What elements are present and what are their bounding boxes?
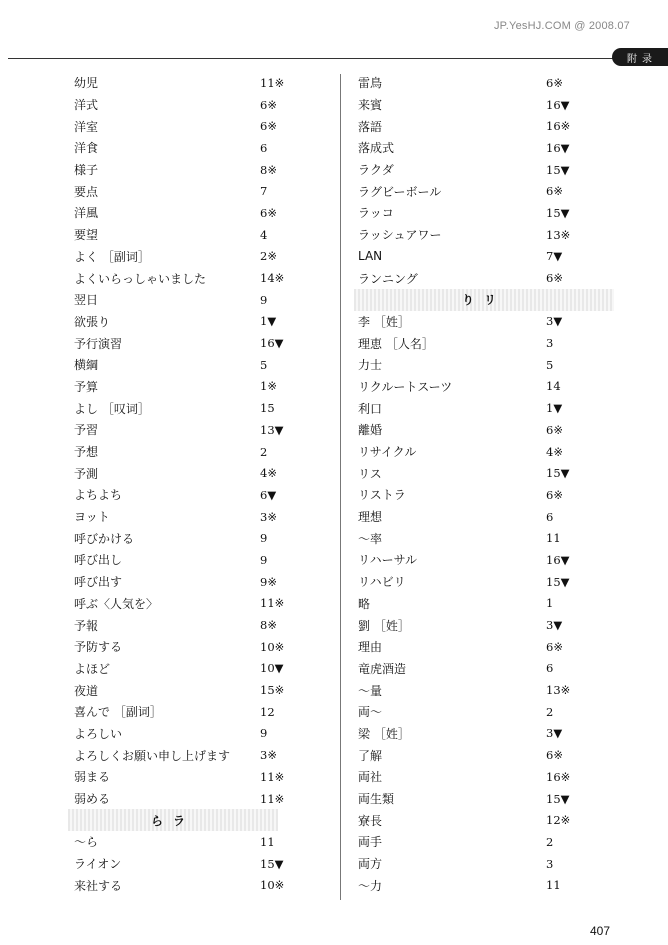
entry-lesson-number: 6 xyxy=(260,140,268,155)
entry-term: よほど xyxy=(74,661,111,676)
left-column xyxy=(74,72,302,896)
entry-lesson-number: 6※ xyxy=(546,639,563,654)
entry-lesson-number: 11 xyxy=(260,834,275,849)
index-entry xyxy=(74,744,302,766)
index-entry xyxy=(358,809,580,831)
entry-term: 呼びかける xyxy=(74,531,135,546)
index-entry xyxy=(358,571,580,593)
entry-lesson-number: 11 xyxy=(546,531,561,546)
index-entry xyxy=(358,72,580,94)
index-entry xyxy=(358,658,580,680)
entry-lesson-number: 16▼ xyxy=(546,140,570,155)
entry-term: よくいらっしゃいました xyxy=(74,271,207,286)
entry-term: ランニング xyxy=(358,271,418,286)
watermark-text: JP.YesHJ.COM @ 2008.07 xyxy=(493,20,630,32)
entry-term: 横綱 xyxy=(74,358,99,373)
entry-term: 来賓 xyxy=(358,98,383,113)
index-entry xyxy=(74,267,302,289)
entry-term: よろしい xyxy=(74,726,123,741)
entry-term: 洋室 xyxy=(74,119,99,134)
index-entry xyxy=(74,94,302,116)
entry-term: 予習 xyxy=(74,423,99,438)
header-rule xyxy=(8,58,620,59)
index-entry xyxy=(74,506,302,528)
entry-term: 予想 xyxy=(74,445,99,460)
entry-lesson-number: 6▼ xyxy=(260,487,277,502)
entry-lesson-number: 16※ xyxy=(546,119,571,134)
entry-lesson-number: 6 xyxy=(546,661,554,676)
entry-term: 呼び出す xyxy=(74,575,123,590)
entry-term: リストラ xyxy=(358,488,406,503)
entry-term: 予算 xyxy=(74,379,99,394)
entry-term: 欲張り xyxy=(74,314,111,329)
entry-lesson-number: 3 xyxy=(546,856,554,871)
entry-term: 力士 xyxy=(358,358,383,373)
entry-term: 幼児 xyxy=(74,76,99,91)
entry-lesson-number: 8※ xyxy=(260,618,277,633)
index-entry xyxy=(358,311,580,333)
entry-term: 梁 ［姓］ xyxy=(358,726,410,741)
entry-lesson-number: 7▼ xyxy=(546,249,563,264)
index-entry xyxy=(358,94,580,116)
entry-lesson-number: 15▼ xyxy=(260,856,284,871)
index-entry xyxy=(74,571,302,593)
entry-lesson-number: 14 xyxy=(546,379,561,394)
entry-term: 離婚 xyxy=(358,423,383,438)
entry-lesson-number: 4※ xyxy=(546,444,563,459)
index-entry xyxy=(74,679,302,701)
entry-term: よく ［副词］ xyxy=(74,249,150,264)
index-entry xyxy=(74,527,302,549)
entry-lesson-number: 7 xyxy=(260,184,268,199)
index-entry xyxy=(358,115,580,137)
index-entry xyxy=(74,202,302,224)
index-entry xyxy=(74,224,302,246)
index-entry xyxy=(358,246,580,268)
entry-term: 寮長 xyxy=(358,813,383,828)
index-entry xyxy=(74,115,302,137)
index-entry xyxy=(74,701,302,723)
index-entry xyxy=(358,224,580,246)
right-column xyxy=(358,72,580,896)
index-entry xyxy=(74,419,302,441)
entry-lesson-number: 15▼ xyxy=(546,791,570,806)
entry-term: 理想 xyxy=(358,510,383,525)
index-entry xyxy=(358,766,580,788)
entry-term: 来社する xyxy=(74,878,123,893)
entry-lesson-number: 2 xyxy=(546,704,554,719)
entry-lesson-number: 11 xyxy=(546,878,561,893)
entry-term: リス xyxy=(358,466,382,481)
entry-lesson-number: 15※ xyxy=(260,683,285,698)
index-entry xyxy=(74,874,302,896)
index-entry xyxy=(358,137,580,159)
index-entry xyxy=(74,658,302,680)
entry-term: 両手 xyxy=(358,835,383,850)
index-entry xyxy=(358,267,580,289)
entry-term: 洋風 xyxy=(74,206,99,221)
entry-term: ラッシュアワー xyxy=(358,228,442,243)
entry-lesson-number: 15▼ xyxy=(546,205,570,220)
entry-lesson-number: 10※ xyxy=(260,639,285,654)
index-entry xyxy=(74,766,302,788)
entry-term: 翌日 xyxy=(74,293,99,308)
entry-lesson-number: 3▼ xyxy=(546,726,563,741)
index-entry xyxy=(74,441,302,463)
index-entry xyxy=(358,484,580,506)
entry-lesson-number: 11※ xyxy=(260,769,285,784)
index-entry xyxy=(358,723,580,745)
entry-lesson-number: 9 xyxy=(260,531,268,546)
index-entry xyxy=(358,180,580,202)
index-entry xyxy=(74,484,302,506)
entry-lesson-number: 6※ xyxy=(546,184,563,199)
entry-term: ～力 xyxy=(358,878,383,893)
column-divider xyxy=(340,74,341,900)
entry-term: 夜道 xyxy=(74,683,99,698)
entry-term: 予防する xyxy=(74,640,123,655)
entry-lesson-number: 4※ xyxy=(260,466,277,481)
entry-term: ヨット xyxy=(74,510,110,525)
entry-term: 要点 xyxy=(74,184,99,199)
entry-term: 呼ぶ〈人気を〉 xyxy=(74,596,159,611)
entry-term: 落語 xyxy=(358,119,383,134)
entry-lesson-number: 13※ xyxy=(546,683,571,698)
page-number: 407 xyxy=(590,924,611,938)
entry-term: よし ［叹词］ xyxy=(74,401,150,416)
entry-term: 予行演習 xyxy=(74,336,123,351)
entry-term: 利口 xyxy=(358,401,383,416)
entry-lesson-number: 9※ xyxy=(260,574,277,589)
entry-term: ～率 xyxy=(358,531,383,546)
entry-lesson-number: 4 xyxy=(260,227,268,242)
index-entry xyxy=(358,527,580,549)
index-entry xyxy=(358,506,580,528)
index-entry xyxy=(74,72,302,94)
entry-term: 李 ［姓］ xyxy=(358,314,410,329)
entry-term: よろしくお願い申し上げます xyxy=(74,748,231,763)
appendix-tab: 附录 xyxy=(612,48,668,66)
entry-lesson-number: 6※ xyxy=(546,748,563,763)
index-entry xyxy=(358,874,580,896)
index-entry xyxy=(74,636,302,658)
entry-lesson-number: 10▼ xyxy=(260,661,284,676)
entry-lesson-number: 15 xyxy=(260,401,275,416)
entry-lesson-number: 12※ xyxy=(546,813,571,828)
entry-term: 劉 ［姓］ xyxy=(358,618,410,633)
entry-lesson-number: 1※ xyxy=(260,379,277,394)
index-entry xyxy=(74,354,302,376)
entry-lesson-number: 12 xyxy=(260,704,275,719)
index-entry xyxy=(74,831,302,853)
index-entry xyxy=(358,419,580,441)
entry-lesson-number: 8※ xyxy=(260,162,277,177)
index-entry xyxy=(358,332,580,354)
entry-lesson-number: 2 xyxy=(260,444,268,459)
entry-term: ラッコ xyxy=(358,206,394,221)
entry-lesson-number: 11※ xyxy=(260,596,285,611)
entry-term: ～ら xyxy=(74,835,99,850)
entry-lesson-number: 6※ xyxy=(260,205,277,220)
section-heading: りリ xyxy=(354,289,614,311)
entry-lesson-number: 6※ xyxy=(546,271,563,286)
entry-lesson-number: 6 xyxy=(546,509,554,524)
index-entry xyxy=(74,376,302,398)
entry-term: 様子 xyxy=(74,163,99,178)
index-entry xyxy=(74,289,302,311)
index-entry xyxy=(358,441,580,463)
entry-term: ～量 xyxy=(358,683,383,698)
entry-lesson-number: 15▼ xyxy=(546,574,570,589)
entry-lesson-number: 1 xyxy=(546,596,554,611)
entry-lesson-number: 16▼ xyxy=(546,97,570,112)
entry-lesson-number: 3※ xyxy=(260,509,277,524)
index-entry xyxy=(358,831,580,853)
entry-term: 予測 xyxy=(74,466,99,481)
entry-lesson-number: 1▼ xyxy=(546,401,563,416)
entry-term: ライオン xyxy=(74,857,122,872)
entry-lesson-number: 11※ xyxy=(260,791,285,806)
index-entry xyxy=(358,593,580,615)
index-entry xyxy=(74,853,302,875)
index-entry xyxy=(358,397,580,419)
entry-lesson-number: 2 xyxy=(546,834,554,849)
index-entry xyxy=(358,788,580,810)
entry-term: 両生類 xyxy=(358,792,395,807)
index-entry xyxy=(74,246,302,268)
entry-term: 理由 xyxy=(358,640,383,655)
index-entry xyxy=(74,462,302,484)
index-entry xyxy=(358,701,580,723)
entry-term: 洋式 xyxy=(74,98,99,113)
index-entry xyxy=(358,614,580,636)
entry-lesson-number: 9 xyxy=(260,292,268,307)
entry-term: 呼び出し xyxy=(74,553,123,568)
entry-lesson-number: 5 xyxy=(546,357,554,372)
entry-term: LAN xyxy=(358,249,383,264)
entry-lesson-number: 3 xyxy=(546,336,554,351)
entry-term: 略 xyxy=(358,596,371,611)
entry-lesson-number: 6※ xyxy=(546,75,563,90)
entry-term: 洋食 xyxy=(74,141,99,156)
index-entry xyxy=(358,679,580,701)
entry-term: リハビリ xyxy=(358,575,406,590)
index-entry xyxy=(74,137,302,159)
entry-lesson-number: 16▼ xyxy=(546,552,570,567)
entry-lesson-number: 11※ xyxy=(260,75,285,90)
entry-term: 雷鳥 xyxy=(358,76,383,91)
entry-lesson-number: 9 xyxy=(260,726,268,741)
entry-term: ラクダ xyxy=(358,163,394,178)
entry-term: 両～ xyxy=(358,705,383,720)
entry-lesson-number: 3▼ xyxy=(546,618,563,633)
index-entry xyxy=(74,723,302,745)
entry-lesson-number: 6※ xyxy=(260,97,277,112)
entry-lesson-number: 16▼ xyxy=(260,336,284,351)
index-entry xyxy=(74,614,302,636)
section-heading: らラ xyxy=(68,809,278,831)
entry-lesson-number: 1▼ xyxy=(260,314,277,329)
entry-lesson-number: 6※ xyxy=(260,119,277,134)
entry-lesson-number: 5 xyxy=(260,357,268,372)
entry-lesson-number: 2※ xyxy=(260,249,277,264)
index-entry xyxy=(74,311,302,333)
index-entry xyxy=(74,397,302,419)
entry-term: 了解 xyxy=(358,748,383,763)
entry-term: 落成式 xyxy=(358,141,395,156)
entry-term: 両方 xyxy=(358,857,383,872)
entry-term: 弱まる xyxy=(74,770,111,785)
entry-term: 両社 xyxy=(358,770,383,785)
index-entry xyxy=(74,180,302,202)
entry-lesson-number: 3※ xyxy=(260,748,277,763)
entry-lesson-number: 6※ xyxy=(546,487,563,502)
entry-lesson-number: 3▼ xyxy=(546,314,563,329)
entry-term: ラグビーボール xyxy=(358,184,442,199)
entry-lesson-number: 9 xyxy=(260,552,268,567)
entry-lesson-number: 13※ xyxy=(546,227,571,242)
entry-lesson-number: 14※ xyxy=(260,271,285,286)
entry-lesson-number: 13▼ xyxy=(260,422,284,437)
index-entry xyxy=(358,159,580,181)
index-entry xyxy=(358,636,580,658)
index-entry xyxy=(358,354,580,376)
entry-term: 予報 xyxy=(74,618,99,633)
entry-lesson-number: 16※ xyxy=(546,769,571,784)
index-entry xyxy=(358,744,580,766)
entry-term: リクルートスーツ xyxy=(358,379,453,394)
entry-term: リサイクル xyxy=(358,445,417,460)
index-entry xyxy=(74,332,302,354)
index-entry xyxy=(74,593,302,615)
entry-lesson-number: 15▼ xyxy=(546,466,570,481)
entry-term: 要望 xyxy=(74,228,99,243)
index-entry xyxy=(358,853,580,875)
entry-lesson-number: 15▼ xyxy=(546,162,570,177)
entry-lesson-number: 10※ xyxy=(260,878,285,893)
index-entry xyxy=(74,788,302,810)
entry-term: リハーサル xyxy=(358,553,418,568)
entry-lesson-number: 6※ xyxy=(546,422,563,437)
entry-term: 弱める xyxy=(74,792,111,807)
index-entry xyxy=(358,462,580,484)
index-entry xyxy=(358,549,580,571)
index-entry xyxy=(358,202,580,224)
index-entry xyxy=(74,159,302,181)
index-entry xyxy=(74,549,302,571)
entry-term: 理恵 ［人名］ xyxy=(358,336,434,351)
entry-term: 竜虎酒造 xyxy=(358,661,407,676)
index-entry xyxy=(358,376,580,398)
entry-term: 喜んで ［副词］ xyxy=(74,705,162,720)
entry-term: よちよち xyxy=(74,488,123,503)
